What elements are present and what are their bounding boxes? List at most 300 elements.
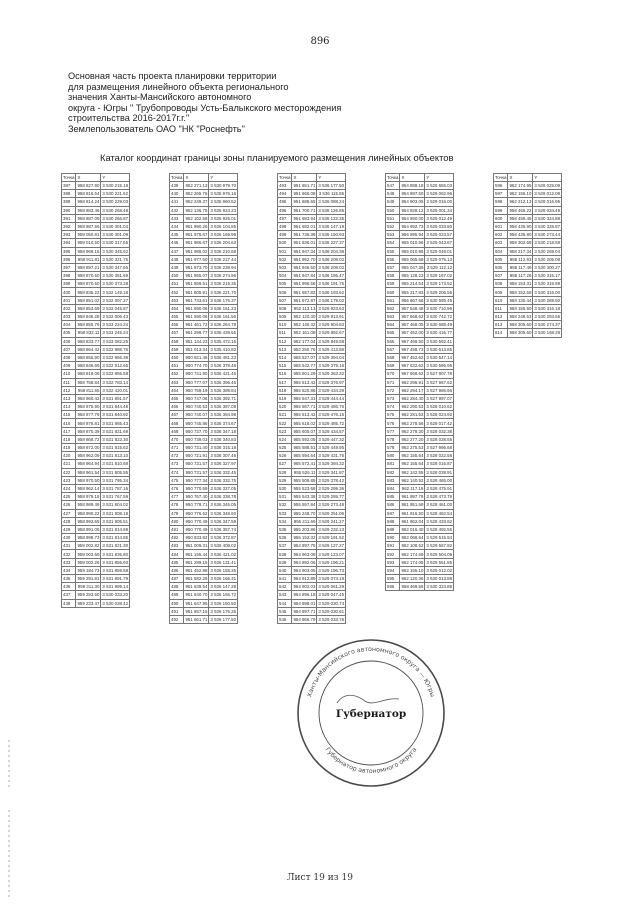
coord-y: 3 532 149.18 <box>102 289 129 295</box>
point-number: 470 <box>170 435 184 443</box>
point-number: 553 <box>386 231 400 239</box>
table-row <box>278 484 346 492</box>
coord-y: 3 536 126.85 <box>318 207 345 213</box>
point-number: 442 <box>170 206 184 214</box>
coord-y: 3 528 492.55 <box>426 526 453 532</box>
coord-y: 3 530 592.41 <box>426 338 453 344</box>
coord-x: 951 009.31 <box>185 543 208 549</box>
point-number: 539 <box>278 558 292 566</box>
header-point: Точка <box>63 175 75 180</box>
point-number: 496 <box>278 206 292 214</box>
coord-x: 950 740.53 <box>185 404 208 410</box>
coord-x: 951 952.70 <box>293 256 316 262</box>
table-row <box>494 255 562 263</box>
coord-x: 958 853.69 <box>77 305 100 311</box>
coord-y: 3 535 976.16 <box>210 191 237 197</box>
point-number: 438 <box>62 599 76 607</box>
table-row <box>278 214 346 222</box>
coord-x: 951 452.98 <box>185 567 208 573</box>
point-number: 474 <box>170 468 184 476</box>
coord-y: 3 536 307.46 <box>210 453 237 459</box>
point-number: 521 <box>278 411 292 419</box>
coord-y: 3 536 204.63 <box>210 240 237 246</box>
coord-y: 3 531 813.10 <box>102 453 129 459</box>
table-row <box>62 591 130 599</box>
point-number: 458 <box>170 337 184 345</box>
coord-y: 3 532 045.87 <box>102 305 129 311</box>
coord-y: 3 536 195.47 <box>318 273 345 279</box>
coord-y: 3 529 504.09 <box>426 551 453 557</box>
coord-y: 3 531 814.85 <box>102 535 129 541</box>
coord-x: 958 970.50 <box>77 477 100 483</box>
coord-x: 958 860.42 <box>77 395 100 401</box>
table-row <box>62 198 130 206</box>
header-point: Точка <box>171 175 183 180</box>
coord-x: 962 155.10 <box>509 191 532 197</box>
coord-x: 952 250.75 <box>293 346 316 352</box>
coord-x: 958 962.14 <box>77 486 100 492</box>
coord-y: 3 530 347.65 <box>102 264 129 270</box>
table-row <box>62 190 130 198</box>
coord-y: 3 529 444.44 <box>318 395 345 401</box>
table-row <box>170 255 238 263</box>
coord-x: 954 902.03 <box>293 584 316 590</box>
coord-x: 958 998.73 <box>77 535 100 541</box>
coord-x: 962 277.20 <box>401 436 424 442</box>
table-row <box>278 411 346 419</box>
point-number: 440 <box>170 190 184 198</box>
coord-y: 3 530 033.20 <box>102 592 129 598</box>
coord-x: 954 896.18 <box>293 592 316 598</box>
coord-y: 3 530 268.48 <box>102 207 129 213</box>
coord-x: 958 811.65 <box>77 387 100 393</box>
table-row <box>278 362 346 370</box>
point-number: 554 <box>386 239 400 247</box>
coord-y: 3 536 374.67 <box>210 420 237 426</box>
coord-x: 952 113.13 <box>293 305 316 311</box>
table-row <box>278 280 346 288</box>
table-row <box>62 460 130 468</box>
coord-y: 3 530 289.50 <box>534 297 561 303</box>
table-row <box>386 296 454 304</box>
coord-x: 958 435.80 <box>509 232 532 238</box>
point-number: 550 <box>386 206 400 214</box>
table-row <box>494 239 562 247</box>
table-row <box>386 427 454 435</box>
point-number: 454 <box>170 304 184 312</box>
coord-x: 962 120.36 <box>401 576 424 582</box>
coord-y: 3 531 835.80 <box>102 551 129 557</box>
coord-x: 954 903.05 <box>293 567 316 573</box>
point-number: 410 <box>62 370 76 378</box>
stamp-ring-text-bottom: Губернатор автономного округа <box>323 746 419 776</box>
coord-x: 951 661.71 <box>185 617 208 623</box>
coord-x: 950 731.57 <box>185 461 208 467</box>
coord-y: 3 536 150.93 <box>318 232 345 238</box>
point-number: 514 <box>278 353 292 361</box>
coord-y: 3 527 907.78 <box>426 371 453 377</box>
coord-x: 959 184.73 <box>77 567 100 573</box>
coord-y: 3 530 710.96 <box>426 305 453 311</box>
coord-x: 962 296.91 <box>401 379 424 385</box>
table-row <box>386 386 454 394</box>
coord-y: 3 530 317.65 <box>102 240 129 246</box>
coord-y: 3 528 465.00 <box>426 477 453 483</box>
table-row <box>170 517 238 525</box>
table-row <box>386 517 454 525</box>
coord-x: 955 509.85 <box>293 477 316 483</box>
point-number: 437 <box>62 591 76 599</box>
coord-y: 3 528 462.54 <box>426 510 453 516</box>
table-row <box>62 378 130 386</box>
coord-y: 3 536 239.94 <box>210 264 237 270</box>
coord-y: 3 536 387.08 <box>210 404 237 410</box>
coord-x: 950 767.40 <box>185 494 208 500</box>
coord-x: 951 977.50 <box>185 256 208 262</box>
table-header-row <box>62 174 130 182</box>
coord-y: 3 530 266.87 <box>102 215 129 221</box>
point-number: 472 <box>170 452 184 460</box>
coord-y: 3 535 924.23 <box>210 207 237 213</box>
coord-y: 3 529 012.02 <box>426 567 453 573</box>
coord-y: 3 529 485.72 <box>318 420 345 426</box>
table-row <box>62 239 130 247</box>
point-number: 443 <box>170 214 184 222</box>
coord-y: 3 529 074.18 <box>318 576 345 582</box>
table-row <box>62 484 130 492</box>
table-row <box>62 313 130 321</box>
table-row <box>386 280 454 288</box>
point-number: 399 <box>62 280 76 288</box>
coord-y: 3 536 389.84 <box>210 387 237 393</box>
coord-y: 3 536 115.86 <box>318 191 345 197</box>
table-row <box>278 321 346 329</box>
table-row <box>62 501 130 509</box>
coord-y: 3 528 016.87 <box>426 461 453 467</box>
coord-x: 955 572.41 <box>293 461 316 467</box>
point-number: 430 <box>62 534 76 542</box>
point-number: 611 <box>494 304 508 312</box>
table-row <box>170 296 238 304</box>
coord-x: 958 870.39 <box>77 428 100 434</box>
table-row <box>62 427 130 435</box>
coord-x: 952 140.32 <box>293 322 316 328</box>
point-number: 591 <box>386 542 400 550</box>
table-row <box>62 509 130 517</box>
binding-marks-icon <box>6 740 12 900</box>
coord-y: 3 529 849.58 <box>318 338 345 344</box>
table-row <box>386 214 454 222</box>
table-row <box>278 190 346 198</box>
table-row <box>62 263 130 271</box>
coord-y: 3 536 338.78 <box>210 494 237 500</box>
point-number: 494 <box>278 190 292 198</box>
table-row <box>170 525 238 533</box>
coord-y: 3 533 224.24 <box>102 322 129 328</box>
coord-x: 951 682.01 <box>293 224 316 230</box>
coord-x: 951 946.50 <box>293 264 316 270</box>
coord-y: 3 529 567.82 <box>426 543 453 549</box>
table-row <box>278 182 346 190</box>
coord-y: 3 536 421.02 <box>210 551 237 557</box>
point-number: 425 <box>62 493 76 501</box>
point-number: 519 <box>278 394 292 402</box>
point-number: 460 <box>170 353 184 361</box>
table-row <box>386 272 454 280</box>
table-row <box>386 394 454 402</box>
point-number: 540 <box>278 566 292 574</box>
coord-x: 954 950.00 <box>401 215 424 221</box>
coord-x: 955 601.29 <box>293 371 316 377</box>
coord-y: 3 530 316.17 <box>534 273 561 279</box>
point-number: 484 <box>170 550 184 558</box>
coord-x: 955 592.05 <box>293 436 316 442</box>
table-row <box>170 198 238 206</box>
coord-x: 959 050.81 <box>77 232 100 238</box>
table-row <box>170 378 238 386</box>
coord-y: 3 536 392.71 <box>210 395 237 401</box>
coord-x: 958 989.49 <box>77 502 100 508</box>
header-x: X <box>76 174 101 182</box>
coord-x: 955 317.83 <box>401 289 424 295</box>
coord-x: 958 814.24 <box>77 199 100 205</box>
coord-y: 3 530 300.27 <box>534 264 561 270</box>
table-row <box>62 329 130 337</box>
point-number: 511 <box>278 329 292 337</box>
point-number: 516 <box>278 370 292 378</box>
point-number: 406 <box>62 337 76 345</box>
header-y: Y <box>101 174 130 182</box>
table-row <box>278 517 346 525</box>
point-number: 397 <box>62 263 76 271</box>
point-number: 401 <box>62 296 76 304</box>
coord-x: 950 747.06 <box>185 395 208 401</box>
coord-x: 955 605.07 <box>293 428 316 434</box>
point-number: 435 <box>62 575 76 583</box>
coord-x: 950 777.07 <box>185 379 208 385</box>
point-number: 508 <box>278 304 292 312</box>
coord-x: 955 543.38 <box>293 494 316 500</box>
coord-y: 3 536 347.18 <box>210 428 237 434</box>
coord-y: 3 527 997.07 <box>426 395 453 401</box>
coord-y: 3 532 988.76 <box>102 346 129 352</box>
coord-x: 958 435.90 <box>509 224 532 230</box>
coord-y: 3 530 742.72 <box>426 314 453 320</box>
point-number: 394 <box>62 239 76 247</box>
table-row <box>62 337 130 345</box>
table-row <box>62 386 130 394</box>
point-number: 577 <box>386 427 400 435</box>
coord-y: 3 531 804.02 <box>102 502 129 508</box>
table-row <box>170 493 238 501</box>
table-row <box>170 247 238 255</box>
table-row <box>494 222 562 230</box>
coord-x: 962 174.05 <box>401 559 424 565</box>
point-number: 463 <box>170 378 184 386</box>
point-number: 391 <box>62 214 76 222</box>
coord-y: 3 531 805.55 <box>102 469 129 475</box>
table-row <box>278 542 346 550</box>
coord-x: 954 928.12 <box>401 207 424 213</box>
coord-y: 3 536 327.05 <box>210 486 237 492</box>
coord-x: 951 995.56 <box>293 281 316 287</box>
coord-y: 3 536 161.56 <box>210 314 237 320</box>
table-row <box>170 182 238 190</box>
point-number: 477 <box>170 493 184 501</box>
point-number: 608 <box>494 280 508 288</box>
coord-x: 951 683.94 <box>293 215 316 221</box>
table-row <box>170 460 238 468</box>
point-number: 455 <box>170 313 184 321</box>
coord-x: 954 897.75 <box>293 543 316 549</box>
table-row <box>62 419 130 427</box>
coord-table <box>493 173 562 338</box>
coord-y: 3 529 232.13 <box>318 526 345 532</box>
coord-x: 955 128.23 <box>401 273 424 279</box>
point-number: 584 <box>386 484 400 492</box>
table-row <box>386 460 454 468</box>
coord-x: 950 778.71 <box>185 502 208 508</box>
coord-y: 3 530 218.59 <box>534 240 561 246</box>
point-number: 403 <box>62 313 76 321</box>
table-header-row <box>494 174 562 182</box>
coord-y: 3 529 196.21 <box>318 559 345 565</box>
point-number: 561 <box>386 296 400 304</box>
coord-x: 955 526.11 <box>293 469 316 475</box>
coord-y: 3 529 449.95 <box>318 445 345 451</box>
coord-y: 3 529 033.80 <box>426 224 453 230</box>
coord-x: 955 047.35 <box>401 264 424 270</box>
table-row <box>278 550 346 558</box>
point-number: 564 <box>386 321 400 329</box>
table-row <box>386 493 454 501</box>
point-number: 487 <box>170 575 184 583</box>
coord-y: 3 529 061.29 <box>318 584 345 590</box>
coord-x: 952 136.75 <box>185 207 208 213</box>
point-number: 547 <box>386 182 400 190</box>
table-row <box>386 419 454 427</box>
coord-y: 3 528 022.58 <box>426 453 453 459</box>
point-number: 490 <box>170 599 184 607</box>
coord-x: 954 898.01 <box>293 600 316 606</box>
coord-x: 958 855.76 <box>77 322 100 328</box>
coord-x: 958 465.22 <box>509 207 532 213</box>
coord-x: 958 911.81 <box>77 256 100 262</box>
coord-x: 959 010.50 <box>77 240 100 246</box>
table-row <box>386 353 454 361</box>
coord-y: 3 529 447.32 <box>318 436 345 442</box>
coord-x: 959 311.30 <box>77 584 100 590</box>
coord-y: 3 530 345.62 <box>102 248 129 254</box>
coord-y: 3 529 173.52 <box>426 281 453 287</box>
coord-y: 3 536 193.62 <box>318 289 345 295</box>
stamp-signature: Губернатор <box>335 708 407 720</box>
coord-y: 3 536 208.02 <box>318 264 345 270</box>
table-row <box>170 599 238 607</box>
coord-y: 3 526 923.63 <box>318 305 345 311</box>
coord-y: 3 528 433.62 <box>426 518 453 524</box>
point-number: 436 <box>62 583 76 591</box>
coord-x: 955 203.86 <box>293 526 316 532</box>
coord-x: 955 613.42 <box>293 412 316 418</box>
table-row <box>386 263 454 271</box>
coord-y: 3 536 147.19 <box>318 224 345 230</box>
point-number: 395 <box>62 247 76 255</box>
point-number: 565 <box>386 329 400 337</box>
table-row <box>170 272 238 280</box>
coord-y: 3 529 378.42 <box>318 477 345 483</box>
table-row <box>278 566 346 574</box>
header-y: Y <box>209 174 238 182</box>
coord-x: 958 851.02 <box>77 297 100 303</box>
table-row <box>386 345 454 353</box>
coord-x: 958 832.11 <box>77 330 100 336</box>
coord-y: 3 530 205.08 <box>534 256 561 262</box>
point-number: 498 <box>278 222 292 230</box>
point-number: 602 <box>494 231 508 239</box>
table-row <box>386 378 454 386</box>
table-row <box>278 615 346 623</box>
coord-x: 951 651.71 <box>293 183 316 189</box>
point-number: 471 <box>170 444 184 452</box>
point-number: 517 <box>278 378 292 386</box>
point-number: 566 <box>386 337 400 345</box>
point-number: 563 <box>386 313 400 321</box>
coord-y: 3 536 156.72 <box>210 592 237 598</box>
point-number: 389 <box>62 198 76 206</box>
coord-y: 3 528 032.38 <box>426 428 453 434</box>
point-number: 444 <box>170 222 184 230</box>
point-number: 546 <box>278 615 292 623</box>
table-row <box>170 484 238 492</box>
coord-x: 955 542.77 <box>293 363 316 369</box>
coord-y: 3 531 767.59 <box>102 494 129 500</box>
coord-y: 3 531 815.62 <box>102 445 129 451</box>
header-line: Землепользователь ОАО "НК "Роснефть" <box>68 123 245 134</box>
table-row <box>494 296 562 304</box>
point-number: 509 <box>278 313 292 321</box>
point-number: 475 <box>170 476 184 484</box>
coord-y: 3 535 472.15 <box>210 338 237 344</box>
coord-y: 3 530 269.04 <box>534 248 561 254</box>
table-row <box>62 550 130 558</box>
table-row <box>62 321 130 329</box>
point-number: 447 <box>170 247 184 255</box>
point-number: 501 <box>278 247 292 255</box>
coord-x: 958 469.55 <box>401 584 424 590</box>
point-number: 449 <box>170 263 184 271</box>
point-number: 581 <box>386 460 400 468</box>
table-row <box>170 468 238 476</box>
point-number: 483 <box>170 542 184 550</box>
table-row <box>278 460 346 468</box>
point-number: 432 <box>62 550 76 558</box>
table-row <box>170 337 238 345</box>
header-line: для размещения линейного объекта регионального <box>68 81 289 92</box>
header-point: Точка <box>495 175 507 180</box>
point-number: 586 <box>386 501 400 509</box>
table-row <box>278 501 346 509</box>
table-row <box>62 182 130 190</box>
point-number: 531 <box>278 493 292 501</box>
table-row <box>62 435 130 443</box>
coord-x: 958 217.34 <box>509 248 532 254</box>
point-number: 603 <box>494 239 508 247</box>
point-number: 419 <box>62 444 76 452</box>
point-number: 567 <box>386 345 400 353</box>
coord-y: 3 526 656.03 <box>426 183 453 189</box>
coord-y: 3 528 473.79 <box>426 494 453 500</box>
